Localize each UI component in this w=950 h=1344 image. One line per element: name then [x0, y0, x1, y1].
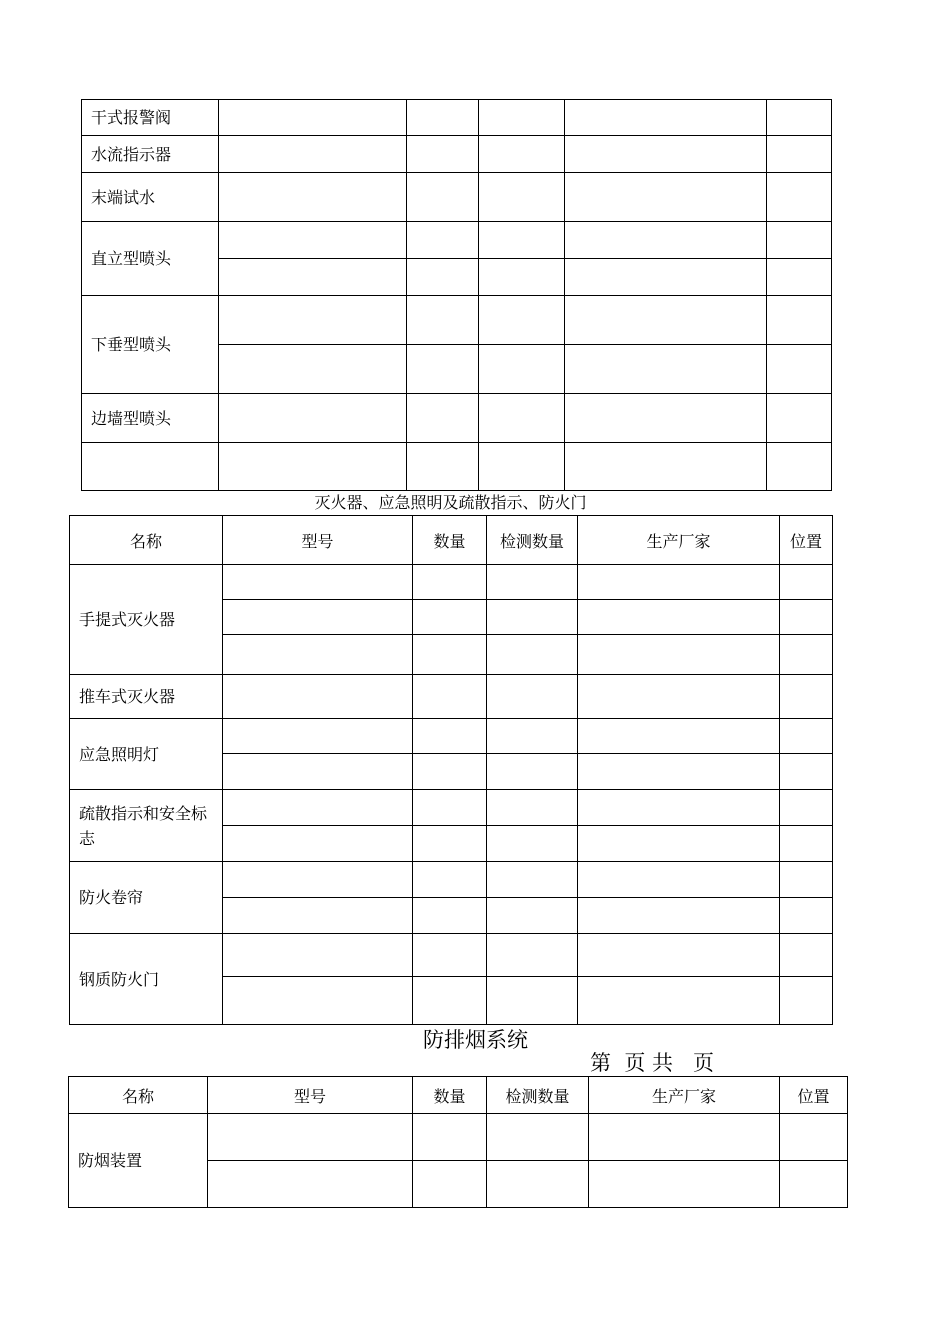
table-cell[interactable]: [767, 443, 832, 491]
table-cell[interactable]: [578, 754, 780, 790]
table-cell[interactable]: [767, 345, 832, 394]
table-cell[interactable]: [767, 296, 832, 345]
table-cell[interactable]: [780, 862, 833, 898]
table-cell[interactable]: [223, 826, 413, 862]
row-label: 干式报警阀: [82, 100, 219, 136]
table-cell[interactable]: [780, 934, 833, 977]
row-label: 防火卷帘: [70, 862, 223, 934]
table-cell[interactable]: [407, 443, 479, 491]
table-cell[interactable]: [780, 1114, 848, 1161]
row-label: 推车式灭火器: [70, 675, 223, 719]
table-cell[interactable]: [413, 565, 487, 600]
table-cell[interactable]: [780, 635, 833, 675]
table-cell[interactable]: [208, 1161, 413, 1208]
table-cell[interactable]: [578, 898, 780, 934]
table-cell[interactable]: [219, 136, 407, 173]
column-header: 位置: [780, 1077, 848, 1114]
table-cell[interactable]: [413, 898, 487, 934]
table-cell[interactable]: [767, 259, 832, 296]
row-label: 水流指示器: [82, 136, 219, 173]
table-cell[interactable]: [407, 136, 479, 173]
table-cell[interactable]: [487, 898, 578, 934]
table-cell[interactable]: [565, 345, 767, 394]
table-cell[interactable]: [219, 394, 407, 443]
table-cell[interactable]: [780, 1161, 848, 1208]
table-cell[interactable]: [223, 862, 413, 898]
table-cell[interactable]: [479, 394, 565, 443]
table-cell[interactable]: [413, 719, 487, 754]
table-cell[interactable]: [565, 222, 767, 259]
table-cell[interactable]: [565, 136, 767, 173]
table-cell[interactable]: [479, 259, 565, 296]
table-cell[interactable]: [413, 977, 487, 1025]
table-cell[interactable]: [413, 754, 487, 790]
table-cell[interactable]: [223, 754, 413, 790]
column-header: 生产厂家: [589, 1077, 780, 1114]
table-cell[interactable]: [578, 719, 780, 754]
table-row: [82, 443, 832, 491]
table-cell[interactable]: [780, 675, 833, 719]
table-cell[interactable]: [407, 173, 479, 222]
table-cell[interactable]: [780, 565, 833, 600]
table-cell[interactable]: [479, 100, 565, 136]
table-cell[interactable]: [407, 345, 479, 394]
table-cell[interactable]: [578, 600, 780, 635]
table-cell[interactable]: [487, 934, 578, 977]
column-header: 型号: [223, 516, 413, 565]
table-cell[interactable]: [578, 977, 780, 1025]
table-cell[interactable]: [219, 443, 407, 491]
row-label: 下垂型喷头: [82, 296, 219, 394]
table-cell[interactable]: [479, 443, 565, 491]
smoke-control-table: [68, 1076, 848, 1208]
table-header-row: [70, 516, 833, 565]
table-cell[interactable]: [407, 259, 479, 296]
table-cell[interactable]: [565, 443, 767, 491]
table-cell[interactable]: [565, 100, 767, 136]
column-header: 生产厂家: [578, 516, 780, 565]
table-cell[interactable]: [407, 100, 479, 136]
table-cell[interactable]: [487, 600, 578, 635]
table-cell[interactable]: [479, 222, 565, 259]
section-title: 灭火器、应急照明及疏散指示、防火门: [314, 493, 587, 512]
table-cell[interactable]: [208, 1114, 413, 1161]
table-cell[interactable]: [565, 296, 767, 345]
table-cell[interactable]: [487, 790, 578, 826]
table-row: [70, 719, 833, 754]
table-cell[interactable]: [479, 173, 565, 222]
table-row: [70, 675, 833, 719]
table-cell[interactable]: [767, 100, 832, 136]
table-cell[interactable]: [487, 862, 578, 898]
table-cell[interactable]: [487, 1114, 589, 1161]
table-cell[interactable]: [479, 345, 565, 394]
table-cell[interactable]: [578, 635, 780, 675]
table-cell[interactable]: [223, 600, 413, 635]
table-cell[interactable]: [767, 173, 832, 222]
table-cell[interactable]: [487, 754, 578, 790]
table-cell[interactable]: [589, 1161, 780, 1208]
table-cell[interactable]: [223, 898, 413, 934]
table-cell[interactable]: [487, 675, 578, 719]
table-cell[interactable]: [223, 977, 413, 1025]
table-cell[interactable]: [219, 173, 407, 222]
page-number-label: 第 页 共 页: [590, 1051, 715, 1075]
extinguisher-table: [69, 515, 833, 1025]
section-title: 防排烟系统: [423, 1028, 528, 1052]
table-row: [82, 222, 832, 259]
table-cell[interactable]: [578, 934, 780, 977]
table-cell[interactable]: [487, 826, 578, 862]
table-cell[interactable]: [413, 1114, 487, 1161]
table-row: [70, 790, 833, 826]
table-cell[interactable]: [780, 898, 833, 934]
table-cell[interactable]: [487, 635, 578, 675]
column-header: 检测数量: [487, 516, 578, 565]
table-row: [82, 100, 832, 136]
table-row: [82, 296, 832, 345]
table-row: [70, 565, 833, 600]
table-cell[interactable]: [780, 600, 833, 635]
table-cell[interactable]: [780, 754, 833, 790]
column-header: 位置: [780, 516, 833, 565]
table-cell[interactable]: [565, 259, 767, 296]
column-header: 型号: [208, 1077, 413, 1114]
table-cell[interactable]: [767, 394, 832, 443]
table-row: [70, 934, 833, 977]
table-cell[interactable]: [413, 934, 487, 977]
sprinkler-table: [81, 99, 832, 491]
column-header: 数量: [413, 516, 487, 565]
table-cell[interactable]: [407, 296, 479, 345]
table-cell[interactable]: [413, 826, 487, 862]
table-cell[interactable]: [479, 296, 565, 345]
table-cell[interactable]: [223, 675, 413, 719]
column-header: 数量: [413, 1077, 487, 1114]
table-cell[interactable]: [578, 826, 780, 862]
table-cell[interactable]: [578, 675, 780, 719]
table-cell[interactable]: [780, 826, 833, 862]
table-cell[interactable]: [223, 565, 413, 600]
table-cell[interactable]: [219, 222, 407, 259]
table-cell[interactable]: [479, 136, 565, 173]
row-label: 钢质防火门: [70, 934, 223, 1025]
table-cell[interactable]: [780, 790, 833, 826]
table-cell[interactable]: [407, 394, 479, 443]
table-cell[interactable]: [219, 296, 407, 345]
row-label: 疏散指示和安全标志: [70, 790, 223, 862]
column-header: 检测数量: [487, 1077, 589, 1114]
table-cell[interactable]: [578, 565, 780, 600]
table-cell[interactable]: [487, 719, 578, 754]
table-cell[interactable]: [780, 977, 833, 1025]
table-cell[interactable]: [487, 1161, 589, 1208]
row-label: 直立型喷头: [82, 222, 219, 296]
table-row: [82, 394, 832, 443]
table-cell[interactable]: [413, 600, 487, 635]
table-row: [82, 173, 832, 222]
table-cell[interactable]: [487, 565, 578, 600]
table-cell[interactable]: [780, 719, 833, 754]
table-cell[interactable]: [223, 790, 413, 826]
table-cell[interactable]: [223, 635, 413, 675]
table-cell[interactable]: [413, 790, 487, 826]
column-header: 名称: [70, 516, 223, 565]
table-cell[interactable]: [578, 790, 780, 826]
table-cell[interactable]: [565, 394, 767, 443]
table-cell[interactable]: [767, 222, 832, 259]
row-label: 防烟装置: [69, 1114, 208, 1208]
table-cell[interactable]: [413, 635, 487, 675]
table-header-row: [69, 1077, 848, 1114]
table-cell[interactable]: [219, 345, 407, 394]
table-cell[interactable]: [219, 100, 407, 136]
table-row: [70, 862, 833, 898]
table-row: [82, 136, 832, 173]
row-label: 应急照明灯: [70, 719, 223, 790]
table-cell[interactable]: [565, 173, 767, 222]
row-label: 末端试水: [82, 173, 219, 222]
table-cell[interactable]: [487, 977, 578, 1025]
row-label: 边墙型喷头: [82, 394, 219, 443]
table-cell[interactable]: [413, 862, 487, 898]
table-cell[interactable]: [413, 675, 487, 719]
row-label: 手提式灭火器: [70, 565, 223, 675]
table-row: [69, 1114, 848, 1161]
column-header: 名称: [69, 1077, 208, 1114]
table-cell[interactable]: [413, 1161, 487, 1208]
table-cell[interactable]: [223, 934, 413, 977]
row-label: [82, 443, 219, 491]
table-cell[interactable]: [767, 136, 832, 173]
table-cell[interactable]: [407, 222, 479, 259]
table-cell[interactable]: [589, 1114, 780, 1161]
table-cell[interactable]: [219, 259, 407, 296]
table-cell[interactable]: [223, 719, 413, 754]
table-cell[interactable]: [578, 862, 780, 898]
